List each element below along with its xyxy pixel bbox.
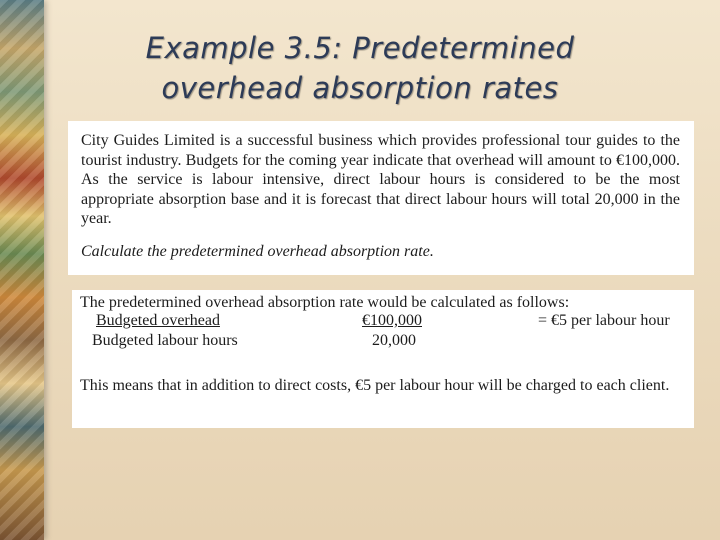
solution-panel [72, 290, 694, 428]
rate-calculation [80, 312, 684, 356]
slide-title [60, 28, 660, 108]
banknote-decoration [0, 0, 44, 540]
denominator-value: 20,000 [372, 332, 416, 349]
calculation-result: = €5 per labour hour [538, 312, 670, 329]
slide-title-line-2: overhead absorption rates [161, 71, 559, 105]
example-task: Calculate the predetermined overhead absorption rate. [81, 242, 434, 260]
solution-intro: The predetermined overhead absorption rate would be calculated as follows: [80, 294, 570, 311]
solution-conclusion: This means that in addition to direct costs, €5 per labour hour will be charged to each client. [80, 377, 670, 394]
example-panel [68, 121, 694, 275]
slide-title-line-1: Example 3.5: Predetermined [145, 31, 575, 65]
numerator-value: €100,000 [362, 312, 422, 329]
example-body: City Guides Limited is a successful business which provides professional tour guides to the tourist industry. Budgets for the coming year indicate that overhead will amount to €100,000. As the service is labour intensive, direct labour hours is considered to be the most appropriate absorption base and it is forecast that direct labour hours will total 20,000 in the year. [81, 132, 680, 228]
numerator-label: Budgeted overhead [96, 312, 220, 329]
denominator-label: Budgeted labour hours [92, 332, 238, 349]
